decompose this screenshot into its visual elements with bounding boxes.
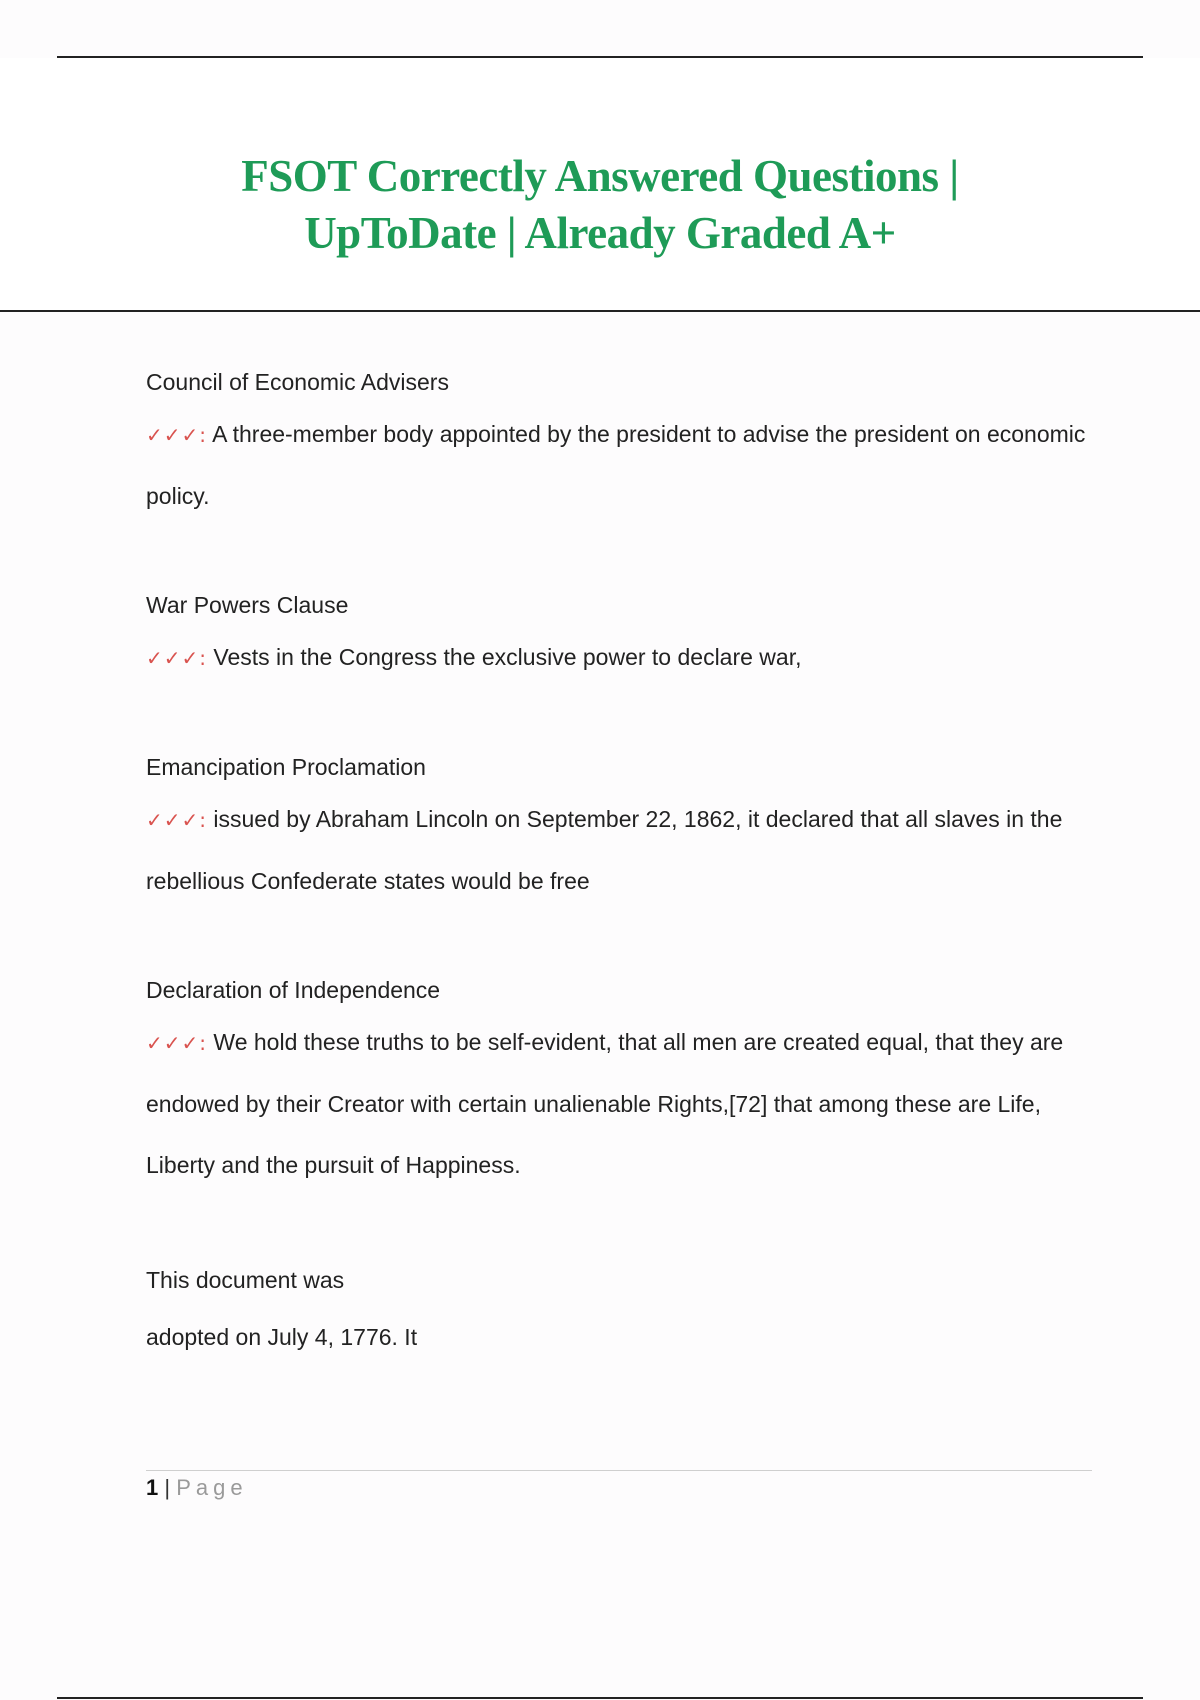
header-rule bbox=[0, 310, 1200, 312]
answer-body: We hold these truths to be self-evident, that all men are created equal, that they are endowed by their Creator with certain unalienable Rights,[72] that among these are Life, Liberty and the pursuit of Happiness. bbox=[146, 1029, 1064, 1178]
question-term: Emancipation Proclamation bbox=[146, 754, 426, 780]
footer-rule bbox=[146, 1470, 1092, 1471]
answer-body: A three-member body appointed by the president to advise the president on economic policy. bbox=[146, 421, 1086, 509]
qa-entry bbox=[146, 745, 1106, 912]
check-marks-icon: ✓✓✓: bbox=[146, 808, 208, 832]
footer-separator: | bbox=[164, 1475, 171, 1500]
answer-text bbox=[146, 1012, 1106, 1196]
trailing-line: adopted on July 4, 1776. It bbox=[146, 1324, 418, 1350]
qa-entry bbox=[146, 583, 1106, 689]
answer-text bbox=[146, 404, 1106, 527]
check-marks-icon: ✓✓✓: bbox=[146, 646, 208, 670]
question-term: War Powers Clause bbox=[146, 592, 349, 618]
document-title bbox=[100, 148, 1100, 262]
page-label: Page bbox=[176, 1475, 248, 1500]
answer-body: issued by Abraham Lincoln on September 22, 1862, it declared that all slaves in the rebellious Confederate states would be free bbox=[146, 806, 1063, 894]
bottom-rule bbox=[57, 1697, 1143, 1699]
qa-entry bbox=[146, 360, 1106, 527]
question-term: Council of Economic Advisers bbox=[146, 369, 449, 395]
answer-body: Vests in the Congress the exclusive power to declare war, bbox=[213, 644, 802, 670]
trailing-line: This document was bbox=[146, 1267, 345, 1293]
answer-text bbox=[146, 627, 1106, 689]
title-line-2: UpToDate | Already Graded A+ bbox=[304, 208, 896, 258]
check-marks-icon: ✓✓✓: bbox=[146, 1031, 208, 1055]
title-line-1: FSOT Correctly Answered Questions | bbox=[241, 151, 959, 201]
page-number: 1 bbox=[146, 1475, 159, 1500]
answer-text bbox=[146, 789, 1106, 912]
qa-entry bbox=[146, 968, 1106, 1196]
check-marks-icon: ✓✓✓: bbox=[146, 423, 208, 447]
qa-list bbox=[146, 360, 1106, 1366]
question-term: Declaration of Independence bbox=[146, 977, 441, 1003]
page-footer bbox=[146, 1474, 248, 1502]
